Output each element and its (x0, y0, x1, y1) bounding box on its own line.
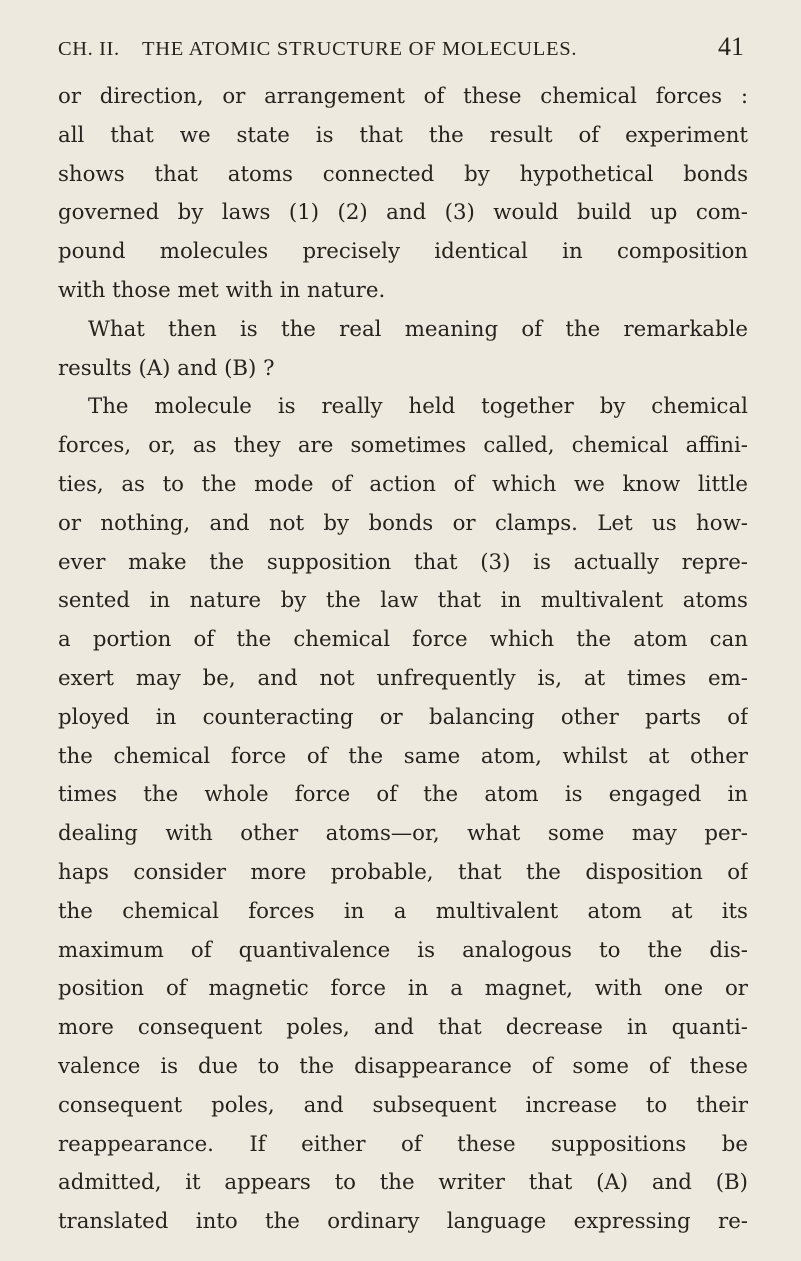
text-line: forces, or, as they are sometimes called, chemical affini- (58, 433, 748, 459)
text-line: the chemical forces in a multivalent atom at its (58, 898, 748, 924)
text-line: the chemical force of the same atom, whilst at other (58, 743, 748, 769)
text-line: times the whole force of the atom is engaged in (58, 782, 748, 808)
text-line: position of magnetic force in a magnet, with one or (58, 976, 748, 1002)
running-head (58, 32, 744, 72)
text-line: all that we state is that the result of experiment (58, 122, 748, 148)
text-line: reappearance. If either of these suppositions be (58, 1131, 748, 1157)
text-line: ties, as to the mode of action of which we know little (58, 471, 748, 497)
text-line: pound molecules precisely identical in composition (58, 239, 748, 265)
body-text (58, 78, 748, 1242)
text-line: What then is the real meaning of the remarkable (88, 316, 748, 342)
running-title: THE ATOMIC STRUCTURE OF MOLECULES. (142, 38, 578, 60)
text-line: The molecule is really held together by chemical (88, 394, 748, 420)
text-line: with those met with in nature. (58, 277, 386, 303)
text-line: results (A) and (B) ? (58, 355, 275, 381)
text-line: a portion of the chemical force which the atom can (58, 627, 748, 653)
text-line: ever make the supposition that (3) is actually repre- (58, 549, 748, 575)
text-line: consequent poles, and subsequent increase to their (58, 1092, 748, 1118)
text-line: shows that atoms connected by hypothetical bonds (58, 161, 748, 187)
chapter-label: CH. II. (58, 38, 120, 60)
text-line: maximum of quantivalence is analogous to the dis- (58, 937, 748, 963)
text-line: more consequent poles, and that decrease in quanti- (58, 1015, 748, 1041)
text-line: exert may be, and not unfrequently is, at times em- (58, 665, 748, 691)
text-line: or nothing, and not by bonds or clamps. Let us how- (58, 510, 748, 536)
text-line: admitted, it appears to the writer that (A) and (B) (58, 1170, 748, 1196)
text-line: governed by laws (1) (2) and (3) would build up com- (58, 200, 748, 226)
text-line: dealing with other atoms—or, what some may per- (58, 821, 748, 847)
text-line: haps consider more probable, that the disposition of (58, 859, 748, 885)
text-line: ployed in counteracting or balancing other parts of (58, 704, 748, 730)
text-line: valence is due to the disappearance of some of these (58, 1053, 748, 1079)
text-line: translated into the ordinary language expressing re- (58, 1209, 748, 1235)
page-number: 41 (718, 32, 744, 61)
text-line: or direction, or arrangement of these chemical forces : (58, 84, 748, 109)
text-line: sented in nature by the law that in multivalent atoms (58, 588, 748, 614)
